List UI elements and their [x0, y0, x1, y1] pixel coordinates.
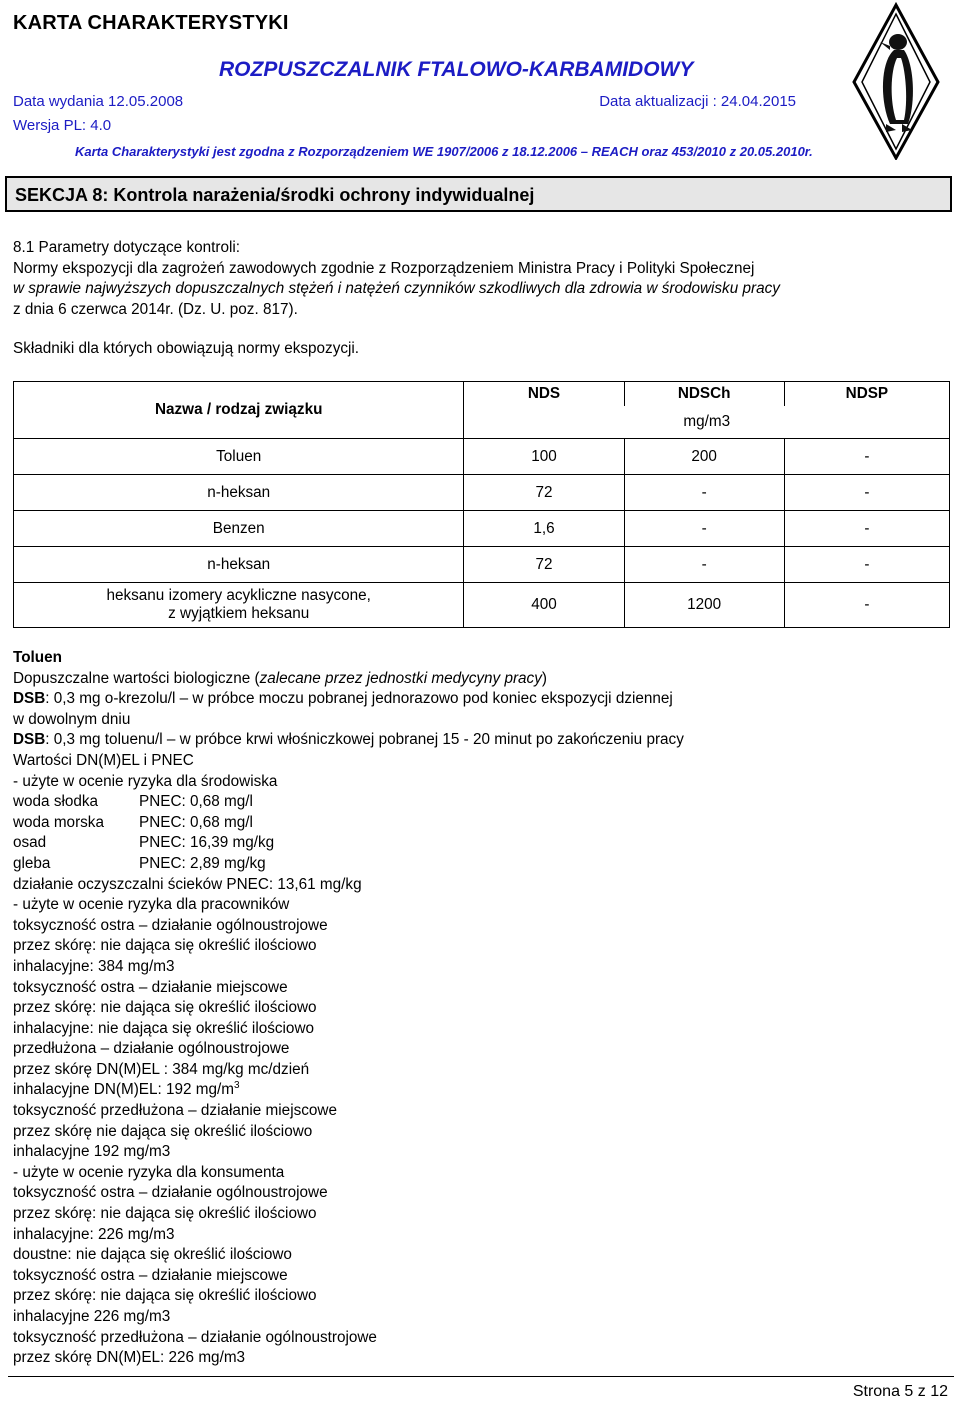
pnec-value: PNEC: 0,68 mg/l	[139, 793, 253, 811]
text-line: - użyte w ocenie ryzyka dla środowiska	[13, 772, 278, 790]
pnec-row	[13, 833, 684, 854]
text-line: inhalacyjne 226 mg/m3	[13, 1308, 171, 1325]
ndsp-value: -	[784, 439, 949, 475]
column-header-name: Nazwa / rodzaj związku	[14, 382, 464, 439]
intro-paragraph	[13, 238, 780, 320]
nds-value: 1,6	[464, 511, 624, 547]
nds-value: 72	[464, 547, 624, 583]
document-title: KARTA CHARAKTERYSTYKI	[13, 12, 289, 34]
text-line: przez skórę: nie dająca się określić ilościowo	[13, 999, 317, 1017]
text-line: toksyczność przedłużona – działanie miejscowe	[13, 1102, 337, 1120]
biological-limits-line	[13, 669, 684, 690]
text-line: doustne: nie dająca się określić ilościowo	[13, 1246, 292, 1264]
substance-name	[14, 583, 464, 628]
compliance-note: Karta Charakterystyki jest zgodna z Rozporządzeniem WE 1907/2006 z 18.12.2006 – REACH oraz 453/2010 z 20.05.2010r.	[75, 144, 813, 159]
intro-line: w sprawie najwyższych dopuszczalnych stężeń i natężeń czynników szkodliwych dla zdrowia w środowisku pracy	[13, 280, 780, 297]
text-line: inhalacyjne: nie dająca się określić ilościowo	[13, 1019, 314, 1037]
column-header-nds: NDS	[464, 382, 624, 407]
table-row	[14, 475, 950, 511]
ndsp-value: -	[784, 475, 949, 511]
product-name: ROZPUSZCZALNIK FTALOWO-KARBAMIDOWY	[219, 58, 694, 81]
text-fragment: )	[541, 669, 547, 687]
substance-name: n-heksan	[14, 547, 464, 583]
footer-divider	[8, 1376, 954, 1377]
table-row	[14, 439, 950, 475]
section-title: SEKCJA 8: Kontrola narażenia/środki ochrony indywidualnej	[15, 185, 535, 205]
substance-name-line: z wyjątkiem heksanu	[168, 605, 310, 622]
text-line: toksyczność ostra – działanie ogólnoustrojowe	[13, 1184, 328, 1202]
text-line: przedłużona – działanie ogólnoustrojowe	[13, 1040, 290, 1058]
unit-header: mg/m3	[464, 406, 950, 439]
toluene-details	[13, 648, 684, 1369]
nds-value: 100	[464, 439, 624, 475]
ndsch-value: -	[624, 511, 784, 547]
intro-line: Normy ekspozycji dla zagrożeń zawodowych zgodnie z Rozporządzeniem Ministra Pracy i Polityki Społecznej	[13, 259, 755, 277]
pnec-value: PNEC: 0,68 mg/l	[139, 813, 253, 831]
column-header-ndsch: NDSCh	[624, 382, 784, 407]
text-line: toksyczność przedłużona – działanie ogólnoustrojowe	[13, 1328, 377, 1346]
penguin-logo-icon	[850, 2, 942, 160]
page-number: Strona 5 z 12	[852, 1383, 948, 1400]
exposure-limits-table	[13, 381, 950, 628]
issue-date: Data wydania 12.05.2008	[13, 93, 184, 110]
dsb-label: DSB	[13, 731, 46, 749]
table-caption: Składniki dla których obowiązują normy ekspozycji.	[13, 340, 360, 357]
ndsch-value: -	[624, 547, 784, 583]
text-line: przez skórę nie dająca się określić ilościowo	[13, 1122, 313, 1140]
text-line: w dowolnym dniu	[13, 710, 131, 728]
text-line: inhalacyjne 192 mg/m3	[13, 1143, 171, 1161]
dsb-line	[13, 730, 684, 751]
text-line: - użyte w ocenie ryzyka dla konsumenta	[13, 1163, 285, 1181]
dsb-label: DSB	[13, 690, 46, 708]
ndsch-value: 200	[624, 439, 784, 475]
text-line: przez skórę DN(M)EL: 226 mg/m3	[13, 1349, 246, 1367]
intro-heading: 8.1 Parametry dotyczące kontroli:	[13, 239, 241, 256]
substance-name: Benzen	[14, 511, 464, 547]
pnec-medium: woda słodka	[13, 793, 99, 811]
text-line: - użyte w ocenie ryzyka dla pracowników	[13, 896, 290, 914]
ndsp-value: -	[784, 583, 949, 628]
pnec-medium: woda morska	[13, 813, 104, 831]
text-fragment: : 0,3 mg o-krezolu/l – w próbce moczu pobranej jednorazowo pod koniec ekspozycji dziennej	[45, 690, 673, 708]
intro-line: z dnia 6 czerwca 2014r. (Dz. U. poz. 817).	[13, 300, 298, 318]
text-fragment: zalecane przez jednostki medycyny pracy	[259, 669, 542, 687]
substance-name-line: heksanu izomery acykliczne nasycone,	[106, 587, 371, 604]
update-date: Data aktualizacji : 24.04.2015	[599, 93, 796, 110]
table-row	[14, 511, 950, 547]
ndsch-value: -	[624, 475, 784, 511]
table-row	[14, 583, 950, 628]
substance-heading: Toluen	[13, 649, 62, 666]
dsb-line	[13, 689, 684, 710]
header-dates	[13, 93, 796, 110]
nds-value: 72	[464, 475, 624, 511]
table-row	[14, 547, 950, 583]
text-line	[13, 1080, 684, 1101]
pnec-row	[13, 813, 684, 834]
pnec-medium: gleba	[13, 854, 51, 872]
text-fragment: : 0,3 mg toluenu/l – w próbce krwi włośniczkowej pobranej 15 - 20 minut po zakończeniu pracy	[45, 731, 684, 749]
text-fragment: inhalacyjne DN(M)EL: 192 mg/m	[13, 1081, 235, 1099]
text-line: Wartości DN(M)EL i PNEC	[13, 751, 194, 769]
column-header-ndsp: NDSP	[784, 382, 949, 407]
text-line: przez skórę: nie dająca się określić ilościowo	[13, 1287, 317, 1305]
text-line: przez skórę: nie dająca się określić ilościowo	[13, 937, 317, 955]
text-line: inhalacyjne: 384 mg/m3	[13, 957, 175, 975]
pnec-value: PNEC: 16,39 mg/kg	[139, 834, 275, 852]
text-line: toksyczność ostra – działanie miejscowe	[13, 1266, 288, 1284]
ndsp-value: -	[784, 547, 949, 583]
text-line: działanie oczyszczalni ścieków PNEC: 13,61 mg/kg	[13, 875, 362, 893]
pnec-medium: osad	[13, 834, 47, 852]
substance-name: Toluen	[14, 439, 464, 475]
substance-name: n-heksan	[14, 475, 464, 511]
section-heading	[5, 176, 952, 212]
text-line: przez skórę DN(M)EL : 384 mg/kg mc/dzień	[13, 1060, 310, 1078]
ndsch-value: 1200	[624, 583, 784, 628]
text-line: toksyczność ostra – działanie miejscowe	[13, 978, 288, 996]
pnec-value: PNEC: 2,89 mg/kg	[139, 854, 266, 872]
pnec-row	[13, 792, 684, 813]
version-label: Wersja PL: 4.0	[13, 117, 112, 134]
text-line: przez skórę: nie dająca się określić ilościowo	[13, 1205, 317, 1223]
ndsp-value: -	[784, 511, 949, 547]
text-line: inhalacyjne: 226 mg/m3	[13, 1225, 175, 1243]
text-fragment: Dopuszczalne wartości biologiczne (	[13, 669, 260, 687]
superscript: 3	[234, 1080, 240, 1092]
pnec-row	[13, 854, 684, 875]
nds-value: 400	[464, 583, 624, 628]
text-line: toksyczność ostra – działanie ogólnoustrojowe	[13, 916, 328, 934]
